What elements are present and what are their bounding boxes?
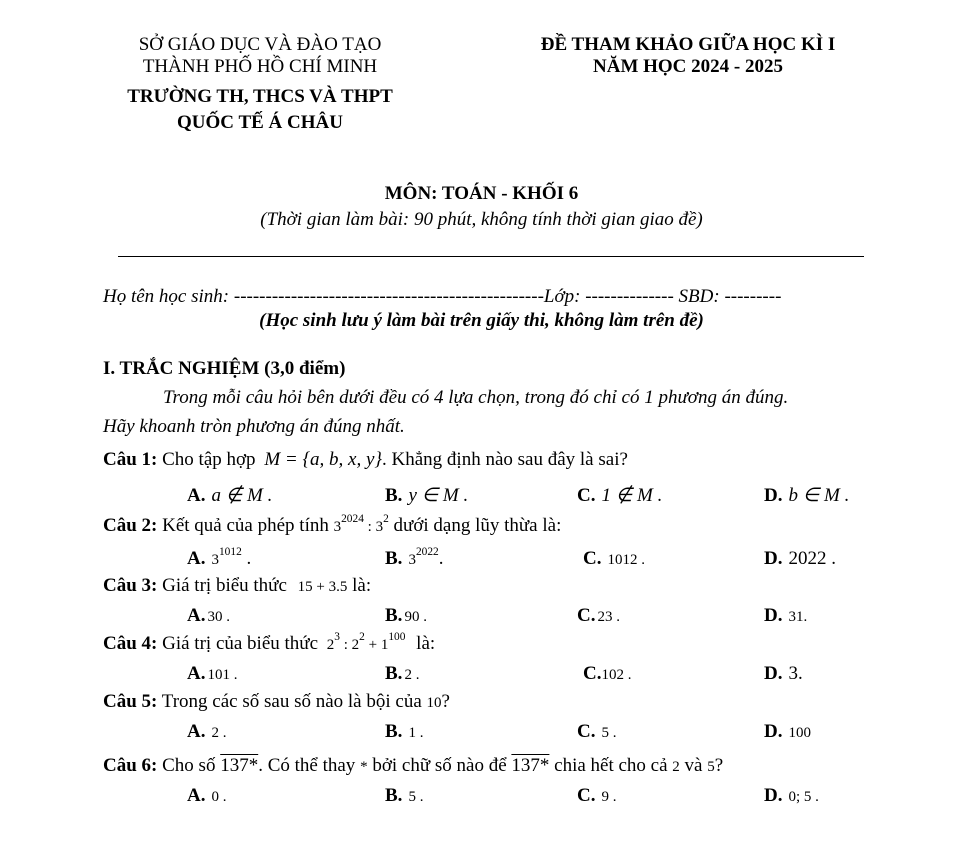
q1-option-a[interactable] <box>187 484 272 507</box>
option-text: 101 . <box>207 667 238 683</box>
question-6-mid-3: chia hết cho cả <box>549 755 673 776</box>
option-exp: 1012 <box>218 545 242 558</box>
q4-op-2: + <box>364 637 381 653</box>
option-label: B. <box>385 548 403 569</box>
question-4 <box>103 630 436 655</box>
q4-op-1: : <box>339 637 352 653</box>
option-label: A. <box>187 605 206 626</box>
question-3-math: 15 + 3.5 <box>297 579 348 595</box>
question-6-mid-2: bởi chữ số nào để <box>367 755 512 776</box>
q3-option-c[interactable] <box>577 605 620 627</box>
sbd-blank: --------- <box>719 286 782 307</box>
option-label: A. <box>187 785 206 806</box>
name-blank: ------------------------------------------------- <box>229 286 544 307</box>
school-line-1: TRƯỜNG TH, THCS VÀ THPT <box>127 86 393 107</box>
q2-option-d[interactable] <box>764 548 836 570</box>
q1-option-c[interactable] <box>577 484 662 507</box>
question-6-number: 137* <box>220 755 259 776</box>
question-2-pre: Kết quả của phép tính <box>157 515 334 536</box>
option-text: 3. <box>788 663 803 684</box>
q3-option-b[interactable] <box>385 605 427 627</box>
q2-exp-1: 2024 <box>341 512 364 525</box>
option-text: 9 . <box>601 789 617 805</box>
q3-option-a[interactable] <box>187 605 230 627</box>
question-1-post: . Khẳng định nào sau đây là sai? <box>382 449 628 470</box>
option-end: . <box>438 548 444 569</box>
q5-option-c[interactable] <box>577 721 616 743</box>
question-4-post: là: <box>411 633 436 654</box>
option-label: B. <box>385 663 403 684</box>
option-label: B. <box>385 605 403 626</box>
question-6-and: và <box>679 755 708 776</box>
question-6-pre: Cho số <box>157 755 221 776</box>
option-text: 1 ∉ M . <box>601 485 663 506</box>
question-3-pre: Giá trị biểu thức <box>157 575 292 596</box>
option-base: 3 <box>408 552 416 568</box>
student-note: (Học sinh lưu ý làm bài trên giấy thi, không làm trên đề) <box>259 310 704 331</box>
option-exp: 2022 <box>415 545 439 558</box>
question-6-number-2: 137* <box>511 755 550 776</box>
option-text: 1012 . <box>607 552 645 568</box>
option-label: D. <box>764 785 783 806</box>
question-3-label: Câu 3: <box>103 575 158 596</box>
question-5-number: 10 <box>426 695 442 711</box>
question-3 <box>103 575 371 597</box>
question-6-five: 5 <box>707 759 715 775</box>
student-info-line <box>103 286 781 308</box>
q2-base-1: 3 <box>333 519 342 535</box>
option-label: D. <box>764 548 783 569</box>
option-label: C. <box>583 548 602 569</box>
question-6-post: ? <box>714 755 724 776</box>
question-1-pre: Cho tập hợp <box>157 449 261 470</box>
option-text: 30 . <box>207 609 230 625</box>
option-text: y ∈ M . <box>408 485 469 506</box>
option-label: B. <box>385 721 403 742</box>
q3-option-d[interactable] <box>764 605 807 627</box>
option-text: b ∈ M . <box>788 485 850 506</box>
q6-option-a[interactable] <box>187 785 226 807</box>
option-text: 0 . <box>211 789 227 805</box>
option-label: D. <box>764 605 783 626</box>
subject-title: MÔN: TOÁN - KHỐI 6 <box>384 183 579 204</box>
q1-option-d[interactable] <box>764 484 849 507</box>
q4-base-1: 2 <box>326 637 335 653</box>
option-text: 2022 . <box>788 548 836 569</box>
time-note: (Thời gian làm bài: 90 phút, không tính thời gian giao đề) <box>260 209 703 230</box>
exam-header <box>508 34 868 78</box>
question-6 <box>103 755 723 777</box>
q2-colon: : <box>363 519 376 535</box>
name-label: Họ tên học sinh: <box>103 286 230 307</box>
option-text: 5 . <box>601 725 617 741</box>
q4-base-3: 1 <box>380 637 389 653</box>
option-label: C. <box>577 721 596 742</box>
option-label: A. <box>187 721 206 742</box>
question-4-label: Câu 4: <box>103 633 158 654</box>
department-line-2: THÀNH PHỐ HỒ CHÍ MINH <box>142 56 378 77</box>
q2-option-a[interactable] <box>187 545 252 570</box>
question-4-pre: Giá trị của biểu thức <box>157 633 323 654</box>
option-text: a ∉ M . <box>211 485 273 506</box>
question-2 <box>103 512 562 537</box>
question-2-label: Câu 2: <box>103 515 158 536</box>
option-text: 2 . <box>404 667 420 683</box>
department-line-1: SỞ GIÁO DỤC VÀ ĐÀO TẠO <box>138 34 382 55</box>
q4-option-d[interactable] <box>764 663 803 685</box>
instruction-line-2: Hãy khoanh tròn phương án đúng nhất. <box>103 416 405 437</box>
option-label: B. <box>385 785 403 806</box>
divider-line <box>118 256 864 257</box>
q4-exp-2: 2 <box>359 630 365 643</box>
q4-base-2: 2 <box>351 637 360 653</box>
option-label: D. <box>764 485 783 506</box>
option-label: C. <box>577 605 596 626</box>
option-text: 90 . <box>404 609 427 625</box>
section-title: I. TRẮC NGHIỆM (3,0 điểm) <box>103 358 346 379</box>
q4-exp-1: 3 <box>334 630 340 643</box>
school-year: NĂM HỌC 2024 - 2025 <box>593 56 783 77</box>
q5-option-a[interactable] <box>187 721 226 743</box>
option-label: A. <box>187 663 206 684</box>
option-text: 5 . <box>408 789 424 805</box>
option-text: 2 . <box>211 725 227 741</box>
question-3-post: là: <box>347 575 372 596</box>
question-2-post: dưới dạng lũy thừa là: <box>388 515 562 536</box>
option-label: D. <box>764 721 783 742</box>
option-label: D. <box>764 663 783 684</box>
q4-option-c[interactable] <box>583 663 631 685</box>
option-text: 0; 5 . <box>788 789 819 805</box>
q4-option-a[interactable] <box>187 663 237 685</box>
q6-option-c[interactable] <box>577 785 616 807</box>
department-header <box>115 34 405 78</box>
q4-option-b[interactable] <box>385 663 419 685</box>
q2-option-c[interactable] <box>583 548 645 570</box>
question-6-mid-1: . Có thể thay <box>258 755 361 776</box>
option-label: B. <box>385 485 403 506</box>
option-label: C. <box>577 785 596 806</box>
question-5-post: ? <box>441 691 450 712</box>
school-name <box>100 84 420 136</box>
class-label: Lớp: <box>543 286 581 307</box>
question-5 <box>103 691 450 713</box>
option-text: 100 <box>788 725 811 741</box>
q5-option-d[interactable] <box>764 721 811 743</box>
question-6-two: 2 <box>672 759 680 775</box>
q2-exp-2: 2 <box>383 512 389 525</box>
q2-option-b[interactable] <box>385 545 444 570</box>
option-text: 31. <box>788 609 808 625</box>
question-1-math: M = {a, b, x, y} <box>264 449 383 470</box>
q1-option-b[interactable] <box>385 484 468 507</box>
q4-exp-3: 100 <box>388 630 406 643</box>
option-end: . <box>241 548 252 569</box>
sbd-label: SBD: <box>678 286 720 307</box>
question-6-star: * <box>360 759 368 775</box>
option-text: 102 . <box>601 667 632 683</box>
q6-option-d[interactable] <box>764 785 819 807</box>
option-text: 23 . <box>597 609 620 625</box>
q2-base-2: 3 <box>375 519 384 535</box>
question-5-label: Câu 5: <box>103 691 158 712</box>
option-text: 1 . <box>408 725 424 741</box>
question-5-pre: Trong các số sau số nào là bội của <box>157 691 427 712</box>
option-label: C. <box>577 485 596 506</box>
question-1 <box>103 449 628 471</box>
school-line-2: QUỐC TẾ Á CHÂU <box>177 112 343 133</box>
instruction-line-1: Trong mỗi câu hỏi bên dưới đều có 4 lựa chọn, trong đó chỉ có 1 phương án đúng. <box>163 387 789 408</box>
question-1-label: Câu 1: <box>103 449 158 470</box>
class-blank: -------------- <box>580 286 674 307</box>
option-label: A. <box>187 548 206 569</box>
question-6-label: Câu 6: <box>103 755 158 776</box>
option-label: A. <box>187 485 206 506</box>
option-label: C. <box>583 663 602 684</box>
exam-title: ĐỀ THAM KHẢO GIỮA HỌC KÌ I <box>540 34 836 55</box>
q5-option-b[interactable] <box>385 721 423 743</box>
q6-option-b[interactable] <box>385 785 423 807</box>
option-base: 3 <box>211 552 219 568</box>
